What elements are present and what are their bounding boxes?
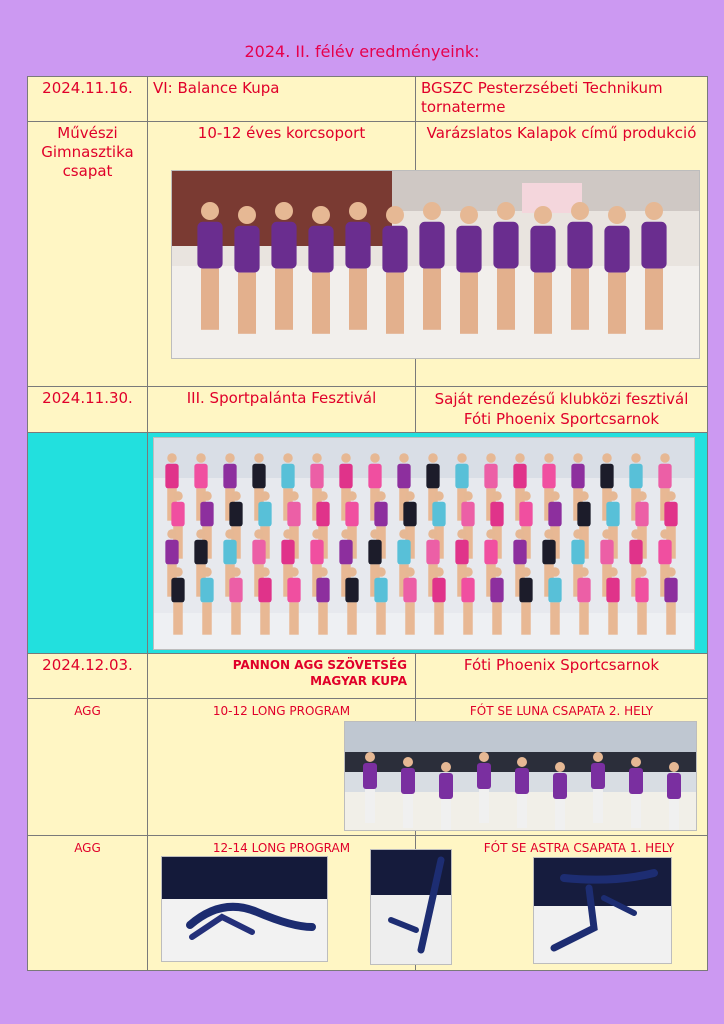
row2-team — [27, 121, 148, 387]
row7-program-text: 12-14 LONG PROGRAM — [212, 841, 351, 855]
row5-date-text: 2024.12.03. — [42, 656, 133, 674]
astra-photo-3 — [533, 857, 672, 964]
row5-event-line1: PANNON AGG SZÖVETSÉG — [232, 658, 407, 672]
row2-age-group-text: 10-12 éves korcsoport — [197, 124, 366, 142]
row5-event-line2: MAGYAR KUPA — [310, 674, 407, 688]
row7-result-text: FÓT SE ASTRA CSAPATA 1. HELY — [483, 841, 675, 855]
astra-photo-1 — [161, 856, 328, 962]
row5-venue-text: Fóti Phoenix Sportcsarnok — [463, 656, 660, 674]
row5-event — [147, 653, 416, 699]
row7-category-text: AGG — [74, 841, 101, 855]
page-title: 2024. II. félév eredményeink: — [244, 42, 480, 61]
row1-event-text: VI: Balance Kupa — [153, 79, 280, 97]
row2-production-text: Varázslatos Kalapok című produkció — [426, 124, 697, 142]
row3-event — [147, 386, 416, 433]
row6-result-text: FÓT SE LUNA CSAPATA 2. HELY — [469, 704, 654, 718]
row3-venue-line2: Fóti Phoenix Sportcsarnok — [463, 410, 660, 428]
row5-date — [27, 653, 148, 699]
row1-venue-text: BGSZC Pesterzsébeti Technikum tornaterme — [421, 79, 663, 116]
row2-team-text: Művészi Gimnasztika csapat — [41, 124, 134, 180]
row4-blank — [27, 432, 148, 654]
row3-event-text: III. Sportpalánta Fesztivál — [186, 389, 377, 407]
group-photo-sportpalanta — [153, 437, 695, 650]
row3-venue-line1: Saját rendezésű klubközi fesztivál — [434, 390, 689, 408]
row3-date-text: 2024.11.30. — [42, 389, 133, 407]
row6-category — [27, 698, 148, 836]
team-photo-luna — [344, 721, 697, 831]
row5-venue — [415, 653, 708, 699]
row7-category — [27, 835, 148, 971]
row3-date — [27, 386, 148, 433]
row1-event — [147, 76, 416, 122]
row1-venue — [415, 76, 708, 122]
astra-photo-2 — [370, 849, 452, 965]
team-photo-balance-kupa — [171, 170, 700, 359]
row6-category-text: AGG — [74, 704, 101, 718]
row3-venue — [415, 386, 708, 433]
row1-date-text: 2024.11.16. — [42, 79, 133, 97]
row6-program-text: 10-12 LONG PROGRAM — [212, 704, 351, 718]
row1-date — [27, 76, 148, 122]
